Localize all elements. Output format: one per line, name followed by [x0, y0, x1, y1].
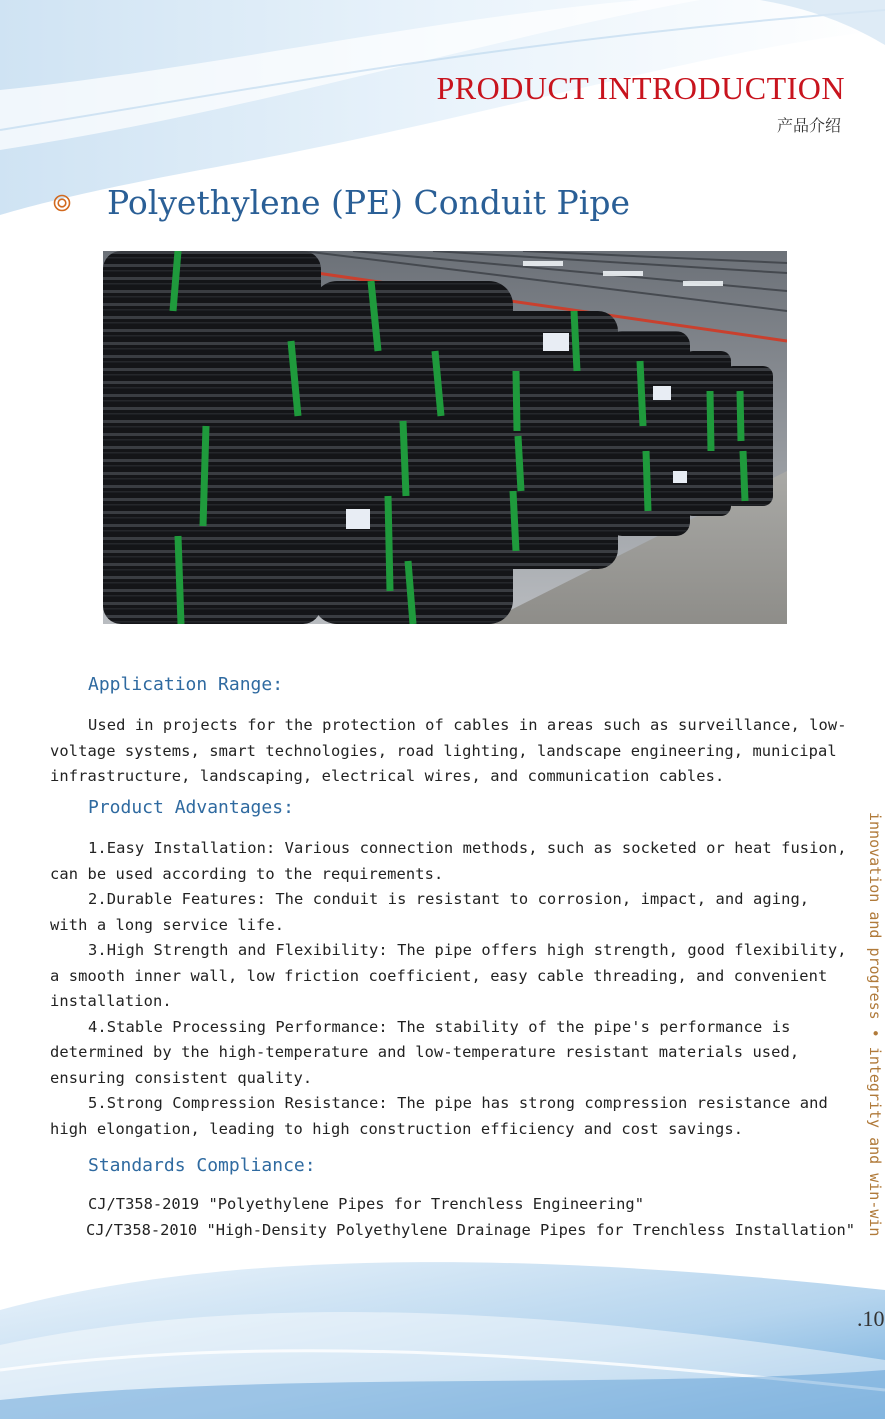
side-slogan: innovation and progress • integrity and win-win — [866, 812, 884, 1237]
advantage-item: 5.Strong Compression Resistance: The pipe has strong compression resistance and high elongation, leading to high construction efficiency and cost savings. — [50, 1094, 828, 1138]
footer-background — [0, 1250, 885, 1419]
page-number: .10 — [857, 1306, 885, 1331]
application-heading: Application Range: — [88, 674, 284, 695]
advantages-heading: Product Advantages: — [88, 797, 294, 818]
section-subtitle: 产品介绍 — [776, 116, 841, 135]
advantages-list — [50, 836, 850, 1142]
standard-item: CJ/T358-2010 "High-Density Polyethylene Drainage Pipes for Trenchless Installation" — [86, 1221, 856, 1239]
advantage-item: 1.Easy Installation: Various connection methods, such as socketed or heat fusion, can be used according to the requirements. — [50, 839, 847, 883]
bullet-circle-icon — [52, 193, 72, 213]
product-title: Polyethylene (PE) Conduit Pipe — [107, 183, 630, 222]
advantage-item: 4.Stable Processing Performance: The stability of the pipe's performance is determined by the high-temperature and low-temperature resistant materials used, ensuring consistent quality. — [50, 1017, 800, 1087]
application-text — [50, 713, 850, 790]
section-title: PRODUCT INTRODUCTION — [436, 70, 845, 106]
standards-heading: Standards Compliance: — [88, 1155, 316, 1176]
advantage-item: 2.Durable Features: The conduit is resistant to corrosion, impact, and aging, with a long service life. — [50, 890, 810, 934]
advantage-item: 3.High Strength and Flexibility: The pipe offers high strength, good flexibility, a smooth inner wall, low friction coefficient, easy cable threading, and convenient installation. — [50, 941, 847, 1010]
product-photo — [103, 251, 787, 624]
application-paragraph: Used in projects for the protection of cables in areas such as surveillance, low-voltage systems, smart technologies, road lighting, landscape engineering, municipal infrastructure, landscaping, electrical wires, and communication cables. — [50, 716, 847, 785]
standard-item: CJ/T358-2019 "Polyethylene Pipes for Trenchless Engineering" — [88, 1195, 644, 1213]
